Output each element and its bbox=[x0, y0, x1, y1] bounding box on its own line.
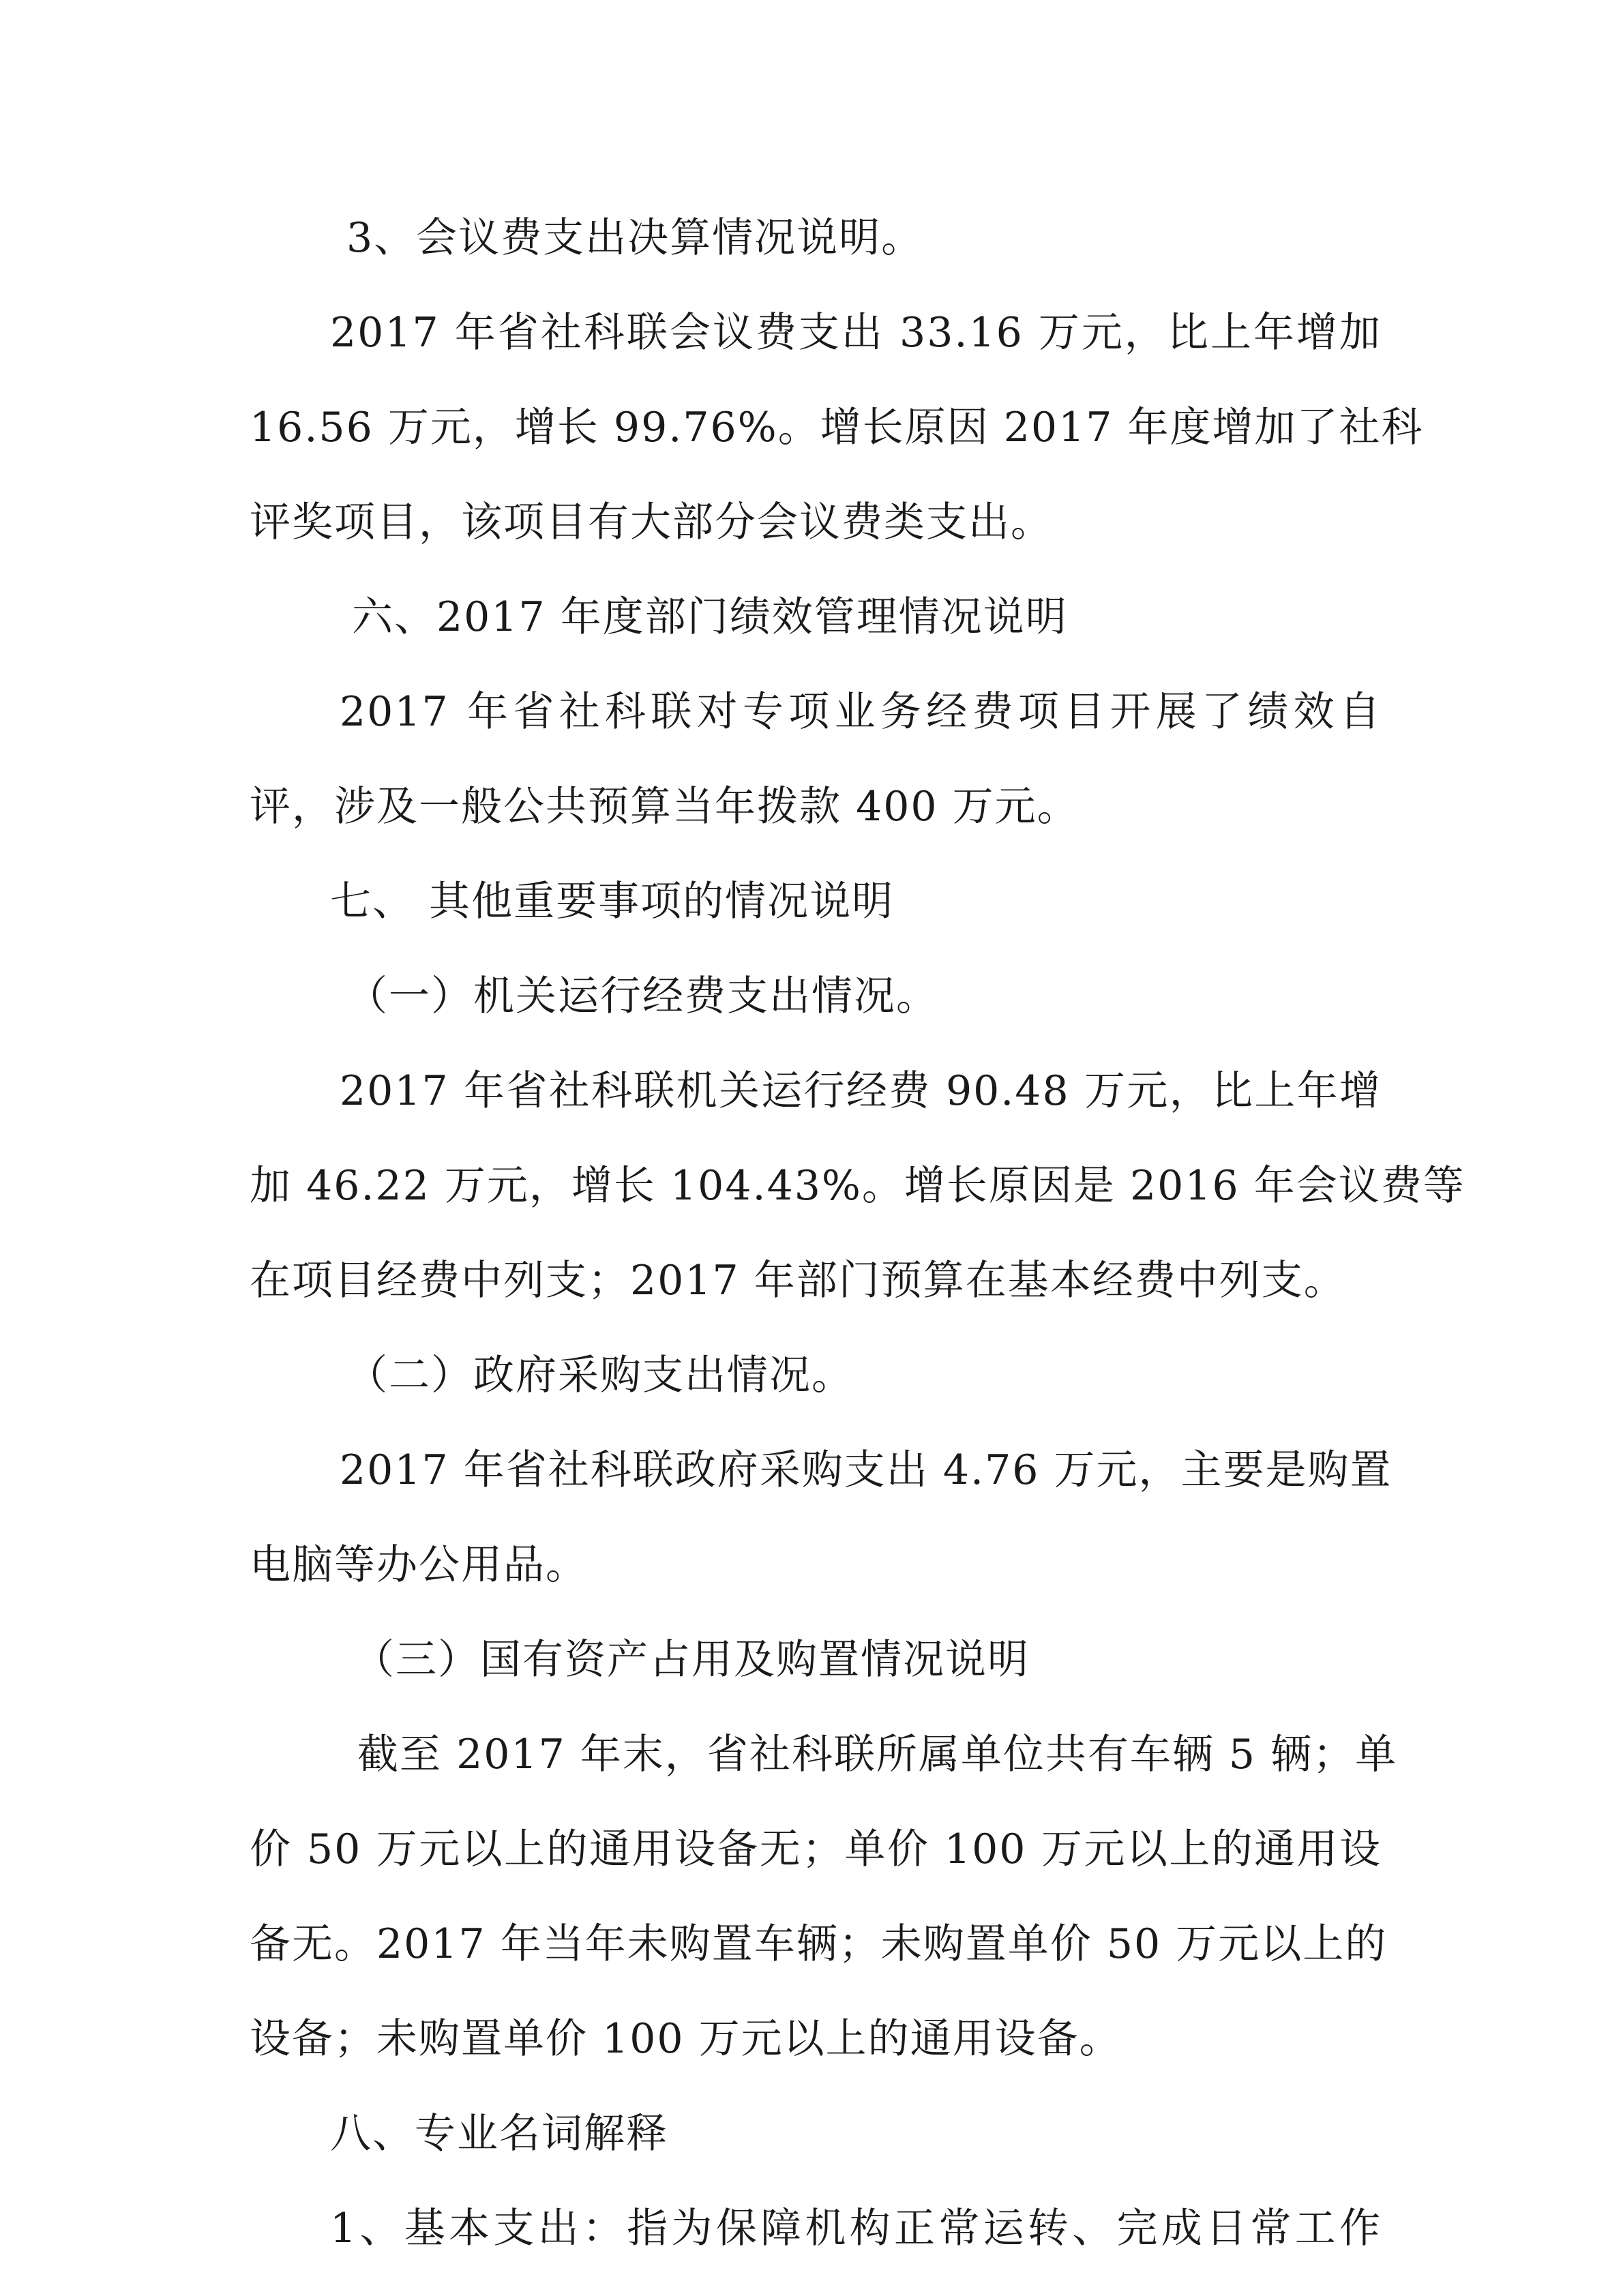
subsection-heading-operating-expense: （一）机关运行经费支出情况。 bbox=[346, 972, 938, 1020]
paragraph-line: 2017 年省社科联会议费支出 33.16 万元，比上年增加 bbox=[330, 309, 1382, 357]
paragraph-line: 2017 年省社科联对专项业务经费项目开展了绩效自 bbox=[340, 688, 1382, 736]
paragraph-line: 设备；未购置单价 100 万元以上的通用设备。 bbox=[250, 2015, 1122, 2063]
section-heading-glossary: 八、专业名词解释 bbox=[330, 2110, 668, 2158]
paragraph-line: 1、基本支出：指为保障机构正常运转、完成日常工作 bbox=[330, 2205, 1382, 2252]
paragraph-line: 在项目经费中列支；2017 年部门预算在基本经费中列支。 bbox=[250, 1257, 1346, 1304]
paragraph-line: 16.56 万元，增长 99.76%。增长原因 2017 年度增加了社科 bbox=[250, 404, 1424, 451]
paragraph-line: 加 46.22 万元，增长 104.43%。增长原因是 2016 年会议费等 bbox=[250, 1162, 1465, 1210]
section-heading-meeting-expense: 3、会议费支出决算情况说明。 bbox=[346, 214, 924, 262]
section-heading-other-matters: 七、 其他重要事项的情况说明 bbox=[330, 878, 895, 925]
paragraph-line: 2017 年省社科联机关运行经费 90.48 万元，比上年增 bbox=[340, 1067, 1382, 1115]
paragraph-line: 备无。2017 年当年未购置车辆；未购置单价 50 万元以上的 bbox=[250, 1920, 1388, 1968]
section-heading-performance: 六、2017 年度部门绩效管理情况说明 bbox=[352, 593, 1068, 641]
paragraph-line: 电脑等办公用品。 bbox=[250, 1541, 588, 1589]
paragraph-line: 评，涉及一般公共预算当年拨款 400 万元。 bbox=[250, 783, 1079, 831]
paragraph-line: 截至 2017 年末，省社科联所属单位共有车辆 5 辆；单 bbox=[357, 1731, 1398, 1778]
document-body bbox=[250, 191, 1465, 2276]
subsection-heading-state-assets: （三）国有资产占用及购置情况说明 bbox=[353, 1636, 1030, 1684]
paragraph-line: 2017 年省社科联政府采购支出 4.76 万元，主要是购置 bbox=[340, 1446, 1393, 1494]
subsection-heading-procurement: （二）政府采购支出情况。 bbox=[346, 1352, 854, 1399]
paragraph-line: 价 50 万元以上的通用设备无；单价 100 万元以上的通用设 bbox=[250, 1825, 1382, 1873]
paragraph-line: 评奖项目，该项目有大部分会议费类支出。 bbox=[250, 498, 1053, 546]
